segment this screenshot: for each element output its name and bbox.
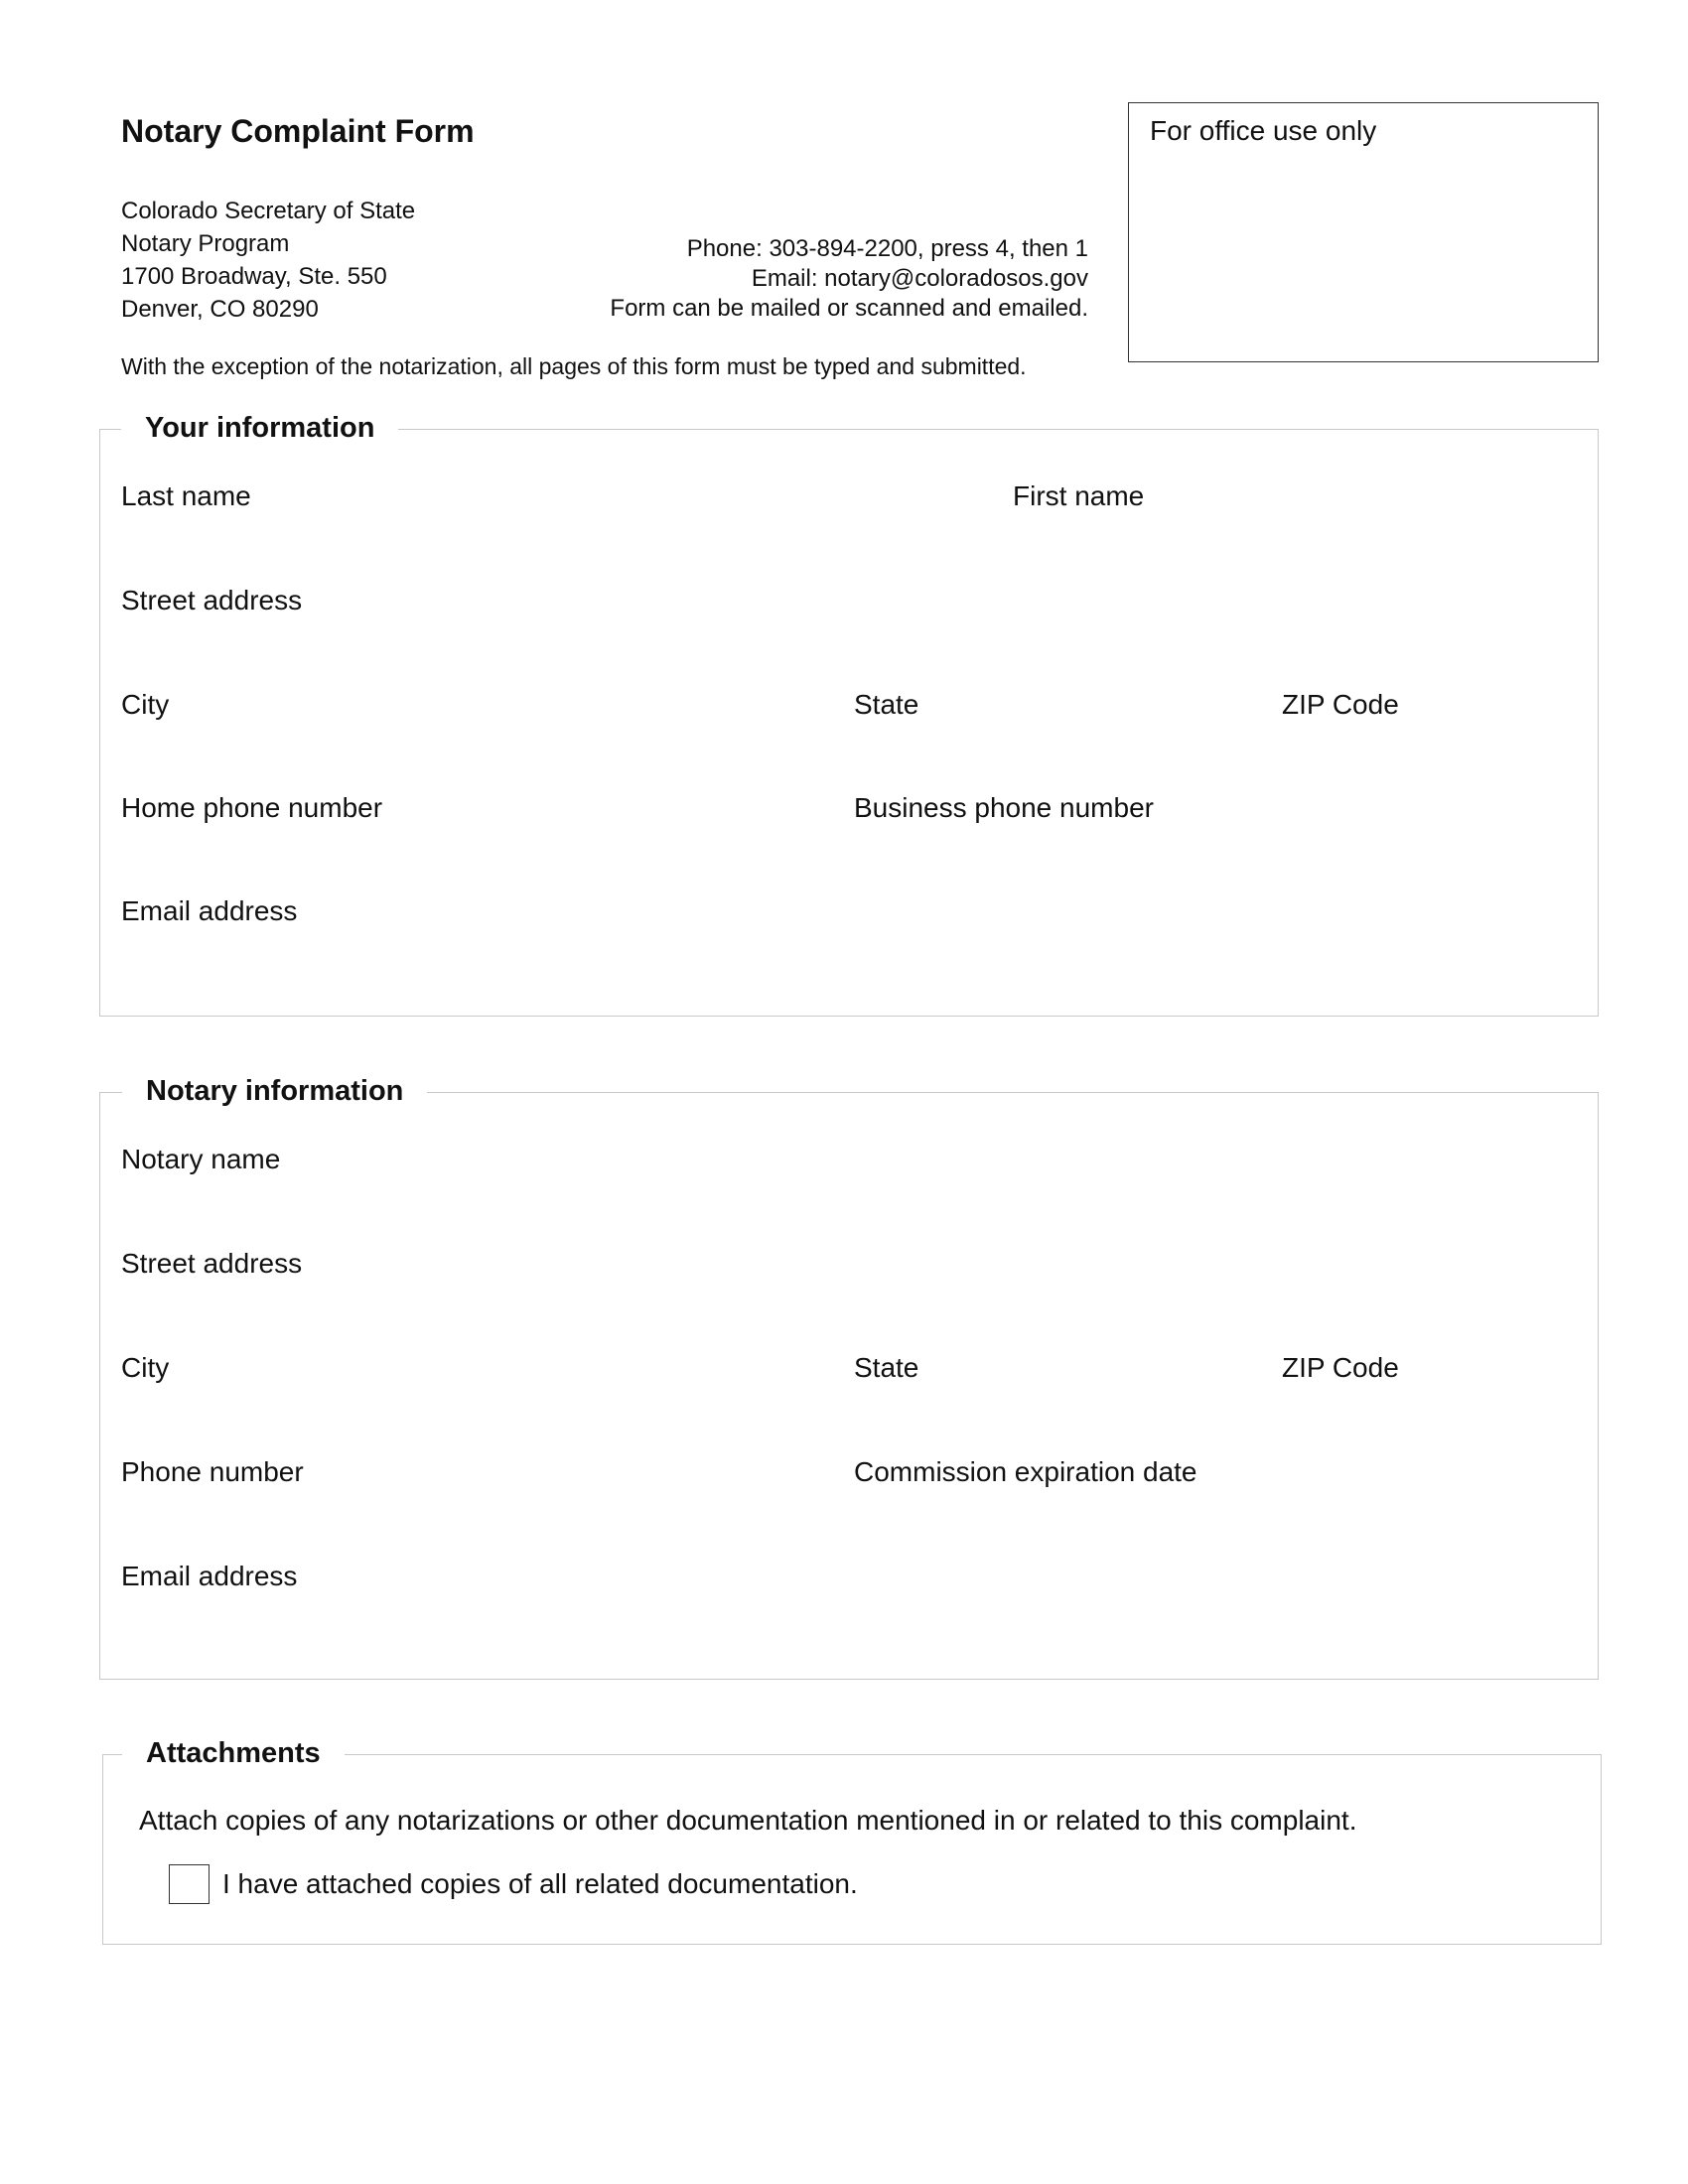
notary-name-field[interactable]: Notary name (121, 1144, 281, 1174)
commission-expiration-field[interactable]: Commission expiration date (854, 1456, 1197, 1487)
your-information-section (99, 429, 1599, 1017)
notary-phone-field[interactable]: Phone number (121, 1456, 304, 1487)
contact-email: Email: notary@coloradosos.gov (751, 265, 1088, 292)
notary-city-field[interactable]: City (121, 1352, 170, 1383)
page-title: Notary Complaint Form (121, 113, 475, 149)
notary-email-field[interactable]: Email address (121, 1561, 298, 1591)
contact-info (610, 234, 1088, 324)
address-line: Colorado Secretary of State (121, 198, 416, 224)
notary-street-address-field[interactable]: Street address (121, 1248, 303, 1279)
business-phone-field[interactable]: Business phone number (854, 792, 1154, 823)
street-address-field[interactable]: Street address (121, 585, 303, 615)
first-name-field[interactable]: First name (1013, 480, 1145, 511)
office-use-label: For office use only (1150, 115, 1377, 146)
attachments-instruction: Attach copies of any notarizations or other documentation mentioned in or related to this complaint. (139, 1805, 1357, 1836)
home-phone-field[interactable]: Home phone number (121, 792, 383, 823)
notary-information-legend: Notary information (122, 1075, 427, 1108)
state-field[interactable]: State (854, 689, 919, 720)
attached-documentation-label[interactable]: I have attached copies of all related documentation. (222, 1868, 858, 1899)
notary-zip-code-field[interactable]: ZIP Code (1282, 1352, 1399, 1383)
exception-note: With the exception of the notarization, all pages of this form must be typed and submitted. (121, 353, 1027, 379)
address-line: Denver, CO 80290 (121, 296, 319, 323)
sos-address (121, 195, 415, 326)
contact-phone: Phone: 303-894-2200, press 4, then 1 (686, 235, 1088, 262)
address-line: 1700 Broadway, Ste. 550 (121, 263, 387, 290)
attachments-legend: Attachments (122, 1737, 345, 1770)
notary-state-field[interactable]: State (854, 1352, 919, 1383)
address-line: Notary Program (121, 230, 290, 257)
email-address-field[interactable]: Email address (121, 895, 298, 926)
attached-documentation-checkbox[interactable] (169, 1864, 210, 1904)
your-information-legend: Your information (121, 412, 398, 445)
office-use-box (1128, 102, 1599, 362)
notary-information-section (99, 1092, 1599, 1680)
zip-code-field[interactable]: ZIP Code (1282, 689, 1399, 720)
contact-submission-note: Form can be mailed or scanned and emailed. (610, 295, 1088, 322)
last-name-field[interactable]: Last name (121, 480, 251, 511)
city-field[interactable]: City (121, 689, 170, 720)
attachments-section (102, 1754, 1602, 1945)
